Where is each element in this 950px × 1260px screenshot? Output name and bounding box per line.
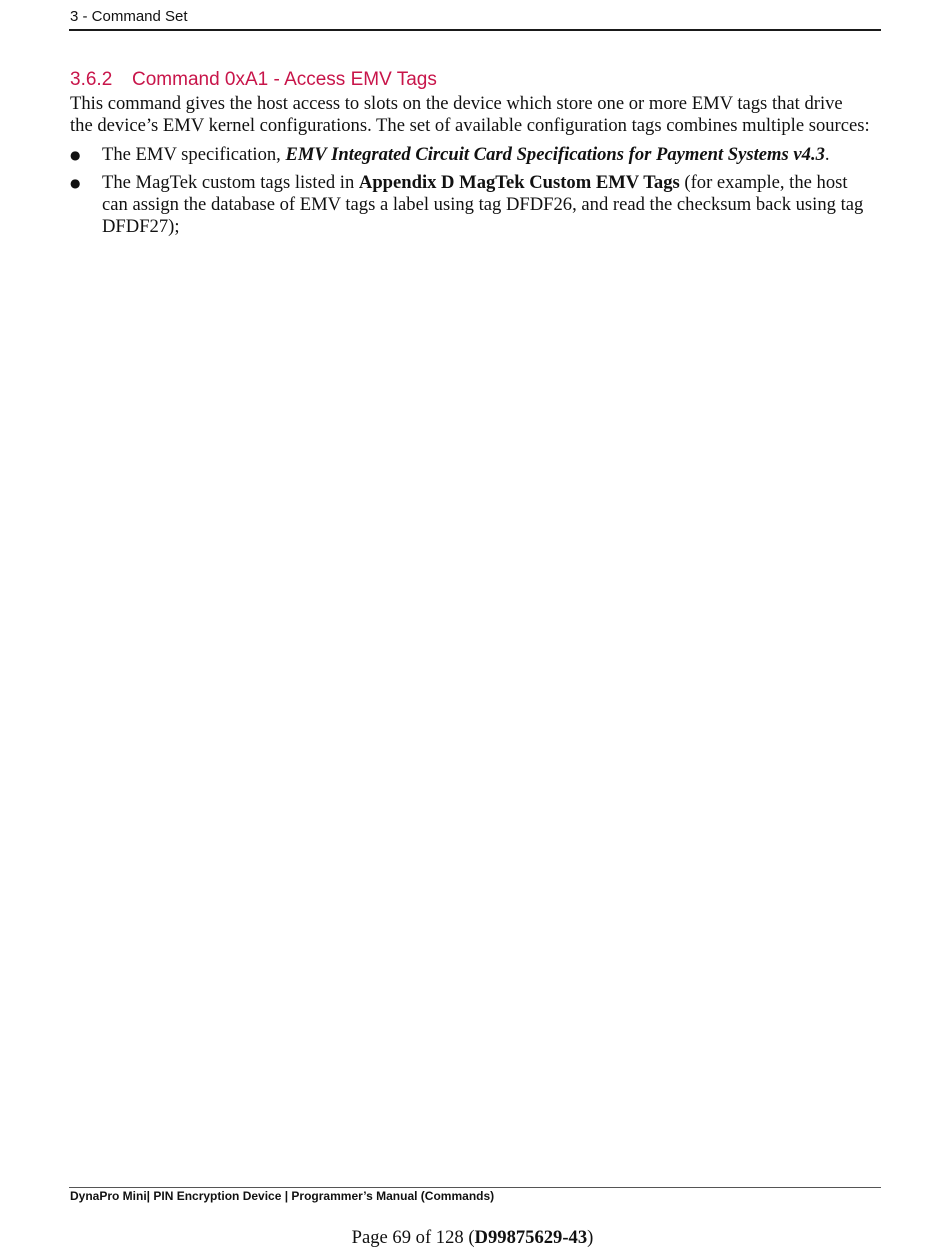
list-item: [70, 144, 870, 166]
emv-spec-title: EMV Integrated Circuit Card Specifications for Payment Systems v4.3: [285, 144, 825, 165]
bullet-text-suffix: (for example, the host can assign the database of EMV tags a label using tag DFDF26, and read the checksum back using tag DFDF27);: [102, 172, 864, 237]
bullet-text-prefix: The EMV specification,: [102, 144, 286, 165]
section-body: [70, 93, 870, 244]
page-number-suffix: ): [587, 1227, 594, 1248]
sources-list: [70, 144, 870, 238]
bullet-icon: ●: [70, 148, 81, 162]
intro-paragraph: This command gives the host access to slots on the device which store one or more EMV tags that drive the device’s EMV kernel configurations. The set of available configuration tags combines multiple sources:: [70, 93, 870, 136]
appendix-reference: Appendix D MagTek Custom EMV Tags: [358, 172, 680, 193]
header-rule: [69, 29, 881, 31]
document-number: D99875629-43: [474, 1227, 588, 1248]
footer-document-title: DynaPro Mini| PIN Encryption Device | Programmer’s Manual (Commands): [70, 1189, 495, 1203]
section-heading: [70, 67, 880, 93]
section-title: Command 0xA1 - Access EMV Tags: [132, 69, 437, 90]
bullet-text-prefix: The MagTek custom tags listed in: [102, 172, 359, 193]
running-header: 3 - Command Set: [70, 8, 188, 25]
bullet-icon: ●: [70, 176, 81, 190]
bullet-text-suffix: .: [824, 144, 830, 165]
section-number: 3.6.2: [70, 69, 113, 90]
page-number-prefix: Page 69 of 128 (: [351, 1227, 475, 1248]
list-item: [70, 172, 870, 238]
page-number: [0, 1227, 945, 1249]
